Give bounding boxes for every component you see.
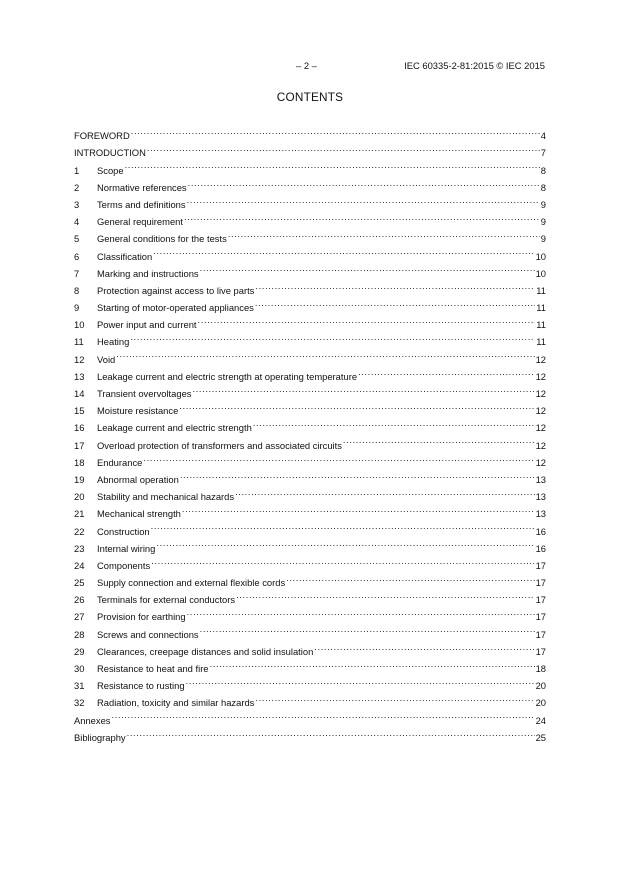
toc-entry-label: General requirement <box>97 216 183 228</box>
toc-entry-number: 18 <box>74 456 85 468</box>
toc-entry[interactable] <box>74 706 546 726</box>
dot-leader <box>193 380 535 397</box>
toc-entry-page: 24 <box>535 714 546 726</box>
toc-entry-page: 18 <box>535 663 546 674</box>
toc-entry-label: Radiation, toxicity and similar hazards <box>97 697 255 709</box>
toc-entry-label: Resistance to heat and fire <box>97 663 209 674</box>
toc-entry-page: 13 <box>535 508 546 520</box>
toc-entry-number: 25 <box>74 577 85 589</box>
toc-entry-label: Protection against access to live parts <box>97 284 255 296</box>
toc-entry-number: 11 <box>74 336 84 348</box>
toc-entry-label: Power input and current <box>97 319 197 331</box>
toc-entry-page: 12 <box>535 422 546 434</box>
toc-entry-label: Clearances, creepage distances and solid insulation <box>97 645 314 657</box>
dot-leader <box>187 603 535 620</box>
dot-leader <box>187 191 540 208</box>
dot-leader <box>125 156 540 173</box>
toc-entry-label: Scope <box>97 164 124 176</box>
toc-entry-page: 12 <box>535 353 546 365</box>
toc-entry-number: 4 <box>74 216 80 228</box>
toc-entry-page: 9 <box>540 198 546 210</box>
toc-entry-number: 14 <box>74 388 85 399</box>
toc-entry[interactable] <box>74 363 546 380</box>
toc-entry-label: Construction <box>97 525 150 537</box>
toc-entry-page: 10 <box>535 250 546 262</box>
toc-entry-page: 9 <box>540 216 546 228</box>
toc-entry-label: Normative references <box>97 181 187 193</box>
toc-entry-label: Endurance <box>97 456 143 468</box>
toc-entry-number: 7 <box>74 267 80 279</box>
toc-entry-number: 31 <box>74 680 85 692</box>
toc-entry-label: Void <box>97 353 116 365</box>
toc-entry-number: 16 <box>74 422 85 434</box>
dot-leader <box>179 397 534 414</box>
toc-entry-label: Terminals for external conductors <box>97 594 236 606</box>
toc-entry[interactable] <box>74 122 546 142</box>
toc-entry-number: 8 <box>74 284 80 296</box>
toc-entry-label: Stability and mechanical hazards <box>97 491 235 503</box>
toc-entry-label: Starting of motor-operated appliances <box>97 302 254 314</box>
toc-entry-page: 17 <box>535 628 546 640</box>
toc-entry[interactable] <box>74 724 546 741</box>
toc-entry-label: Mechanical strength <box>97 508 181 520</box>
toc-entry-number: 12 <box>74 353 85 365</box>
dot-leader <box>343 431 535 448</box>
toc-entry-number: 1 <box>74 164 80 176</box>
toc-entry-page: 12 <box>535 405 546 417</box>
dot-leader <box>111 706 534 723</box>
dot-leader <box>200 620 535 637</box>
toc-entry-page: 16 <box>535 525 546 537</box>
toc-entry-page: 11 <box>536 302 546 314</box>
toc-entry-page: 16 <box>535 542 546 554</box>
document-id: IEC 60335-2-81:2015 © IEC 2015 <box>404 60 545 71</box>
toc-entry-number: 26 <box>74 594 85 606</box>
dot-leader <box>314 638 534 655</box>
dot-leader <box>255 689 534 706</box>
toc-entry-label: Components <box>97 559 151 571</box>
page-number: – 2 – <box>296 60 317 71</box>
dot-leader <box>200 260 535 277</box>
toc-entry-page: 17 <box>535 559 546 571</box>
toc-entry[interactable] <box>74 328 546 348</box>
dot-leader <box>255 294 535 311</box>
toc-entry-number: 27 <box>74 611 85 623</box>
toc-entry-label: General conditions for the tests <box>97 233 227 245</box>
dot-leader <box>151 552 534 569</box>
toc-entry-label: Bibliography <box>74 731 126 743</box>
toc-entry[interactable] <box>74 345 546 365</box>
toc-entry-label: Abnormal operation <box>97 473 179 485</box>
dot-leader <box>180 466 535 483</box>
toc-entry[interactable] <box>74 139 546 159</box>
toc-entry-label: Screws and connections <box>97 628 199 640</box>
toc-entry-page: 20 <box>535 680 546 692</box>
dot-leader <box>131 122 540 139</box>
toc-entry[interactable] <box>74 156 546 176</box>
dot-leader <box>188 174 540 191</box>
toc-entry-number: 22 <box>74 525 85 537</box>
toc-entry-label: Moisture resistance <box>97 405 179 417</box>
toc-entry-label: Annexes <box>74 714 111 726</box>
toc-entry-number: 5 <box>74 233 80 245</box>
toc-entry-number: 6 <box>74 250 80 262</box>
toc-entry-page: 12 <box>535 388 546 399</box>
dot-leader <box>156 535 534 552</box>
dot-leader <box>186 672 535 689</box>
dot-leader <box>210 655 535 672</box>
dot-leader <box>358 363 535 380</box>
dot-leader <box>143 449 534 466</box>
dot-leader <box>184 208 540 225</box>
toc-entry-page: 13 <box>535 473 546 485</box>
toc-entry-page: 17 <box>535 594 546 606</box>
page-title: CONTENTS <box>276 90 344 104</box>
toc-entry[interactable] <box>74 466 546 483</box>
toc-entry-label: Marking and instructions <box>97 267 199 279</box>
toc-entry-number: 19 <box>74 473 85 485</box>
toc-entry-page: 12 <box>535 439 546 451</box>
toc-entry-number: 28 <box>74 628 85 640</box>
toc-entry-label: INTRODUCTION <box>74 147 146 159</box>
dot-leader <box>198 311 536 328</box>
dot-leader <box>228 225 540 242</box>
toc-entry-number: 20 <box>74 491 85 503</box>
toc-entry-page: 10 <box>535 267 546 279</box>
dot-leader <box>153 242 534 259</box>
toc-entry-page: 9 <box>540 233 546 245</box>
toc-entry-label: Leakage current and electric strength <box>97 422 252 434</box>
dot-leader <box>236 586 534 603</box>
toc-entry-label: Transient overvoltages <box>97 388 192 399</box>
toc-entry-page: 25 <box>535 731 546 743</box>
toc-entry-page: 17 <box>535 611 546 623</box>
toc-entry-number: 15 <box>74 405 85 417</box>
dot-leader <box>147 139 540 156</box>
toc-entry-number: 30 <box>74 663 85 674</box>
dot-leader <box>253 414 535 431</box>
toc-entry-label: Overload protection of transformers and associated circuits <box>97 439 342 451</box>
toc-entry-page: 17 <box>535 645 546 657</box>
table-of-contents <box>74 122 546 741</box>
toc-entry-label: Leakage current and electric strength at operating temperature <box>97 370 358 382</box>
toc-entry-number: 17 <box>74 439 85 451</box>
toc-entry-page: 12 <box>535 370 546 382</box>
dot-leader <box>235 483 535 500</box>
dot-leader <box>151 517 535 534</box>
dot-leader <box>286 569 534 586</box>
toc-entry-page: 4 <box>540 130 546 142</box>
toc-entry-number: 9 <box>74 302 80 314</box>
toc-entry-page: 13 <box>535 491 546 503</box>
toc-entry[interactable] <box>74 449 546 466</box>
toc-entry-number: 21 <box>74 508 85 520</box>
toc-entry-page: 11 <box>536 336 546 348</box>
toc-entry-page: 7 <box>540 147 546 159</box>
toc-entry-label: Internal wiring <box>97 542 156 554</box>
toc-entry-page: 12 <box>535 456 546 468</box>
toc-entry-page: 17 <box>535 577 546 589</box>
toc-entry-page: 11 <box>536 284 546 296</box>
toc-entry-label: Terms and definitions <box>97 198 186 210</box>
toc-entry-label: Classification <box>97 250 153 262</box>
toc-entry-label: FOREWORD <box>74 130 130 142</box>
dot-leader <box>182 500 535 517</box>
dot-leader <box>116 345 534 362</box>
toc-entry-label: Heating <box>97 336 130 348</box>
dot-leader <box>255 277 535 294</box>
toc-entry-page: 11 <box>536 319 546 331</box>
page-header <box>0 60 620 74</box>
toc-entry-number: 3 <box>74 198 80 210</box>
toc-entry-page: 20 <box>535 697 546 709</box>
toc-entry-number: 32 <box>74 697 85 709</box>
toc-entry[interactable] <box>74 174 546 191</box>
toc-entry-label: Resistance to rusting <box>97 680 185 692</box>
toc-entry-number: 10 <box>74 319 85 331</box>
dot-leader <box>127 724 535 741</box>
toc-entry-number: 23 <box>74 542 85 554</box>
dot-leader <box>130 328 535 345</box>
toc-entry-label: Provision for earthing <box>97 611 186 623</box>
toc-entry-number: 13 <box>74 370 85 382</box>
toc-entry-label: Supply connection and external flexible cords <box>97 577 286 589</box>
toc-entry-number: 29 <box>74 645 85 657</box>
toc-entry-number: 24 <box>74 559 85 571</box>
toc-entry-page: 8 <box>540 181 546 193</box>
toc-entry-number: 2 <box>74 181 80 193</box>
toc-entry-page: 8 <box>540 164 546 176</box>
